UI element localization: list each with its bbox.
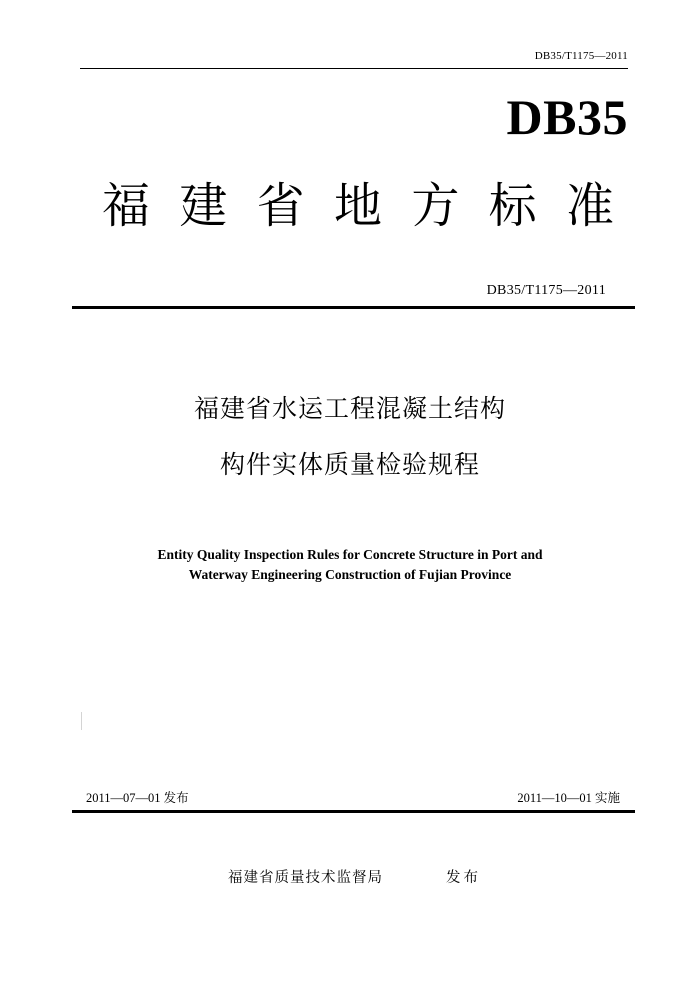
english-title-line-1: Entity Quality Inspection Rules for Concrete Structure in Port and <box>157 547 543 562</box>
standard-type-char: 准 <box>565 178 614 234</box>
top-thick-divider <box>72 306 635 309</box>
standard-type-char: 省 <box>256 178 305 234</box>
english-title-line-2: Waterway Engineering Construction of Fujian Province <box>188 567 512 582</box>
chinese-title-line-1: 福建省水运工程混凝土结构 <box>193 394 506 423</box>
standard-prefix-code: DB35 <box>506 89 628 145</box>
standard-type-char: 建 <box>179 178 228 234</box>
standard-type-char: 标 <box>488 178 537 234</box>
release-date: 2011—07—01 发布 <box>86 791 189 805</box>
issuing-authority: 福建省质量技术监督局 <box>228 870 383 886</box>
standard-number: DB35/T1175—2011 <box>486 283 606 298</box>
standard-type-char: 福 <box>102 178 151 234</box>
standard-type-char: 地 <box>333 178 382 234</box>
header-divider <box>80 68 628 69</box>
faint-scan-mark <box>81 712 82 730</box>
standard-type-char: 方 <box>411 178 460 234</box>
header-standard-code: DB35/T1175—2011 <box>534 50 628 62</box>
implementation-date: 2011—10—01 实施 <box>517 791 620 805</box>
bottom-thick-divider <box>72 810 635 813</box>
chinese-title-line-2: 构件实体质量检验规程 <box>219 450 480 479</box>
standard-type-title <box>102 178 614 234</box>
issuing-action: 发布 <box>446 870 481 886</box>
